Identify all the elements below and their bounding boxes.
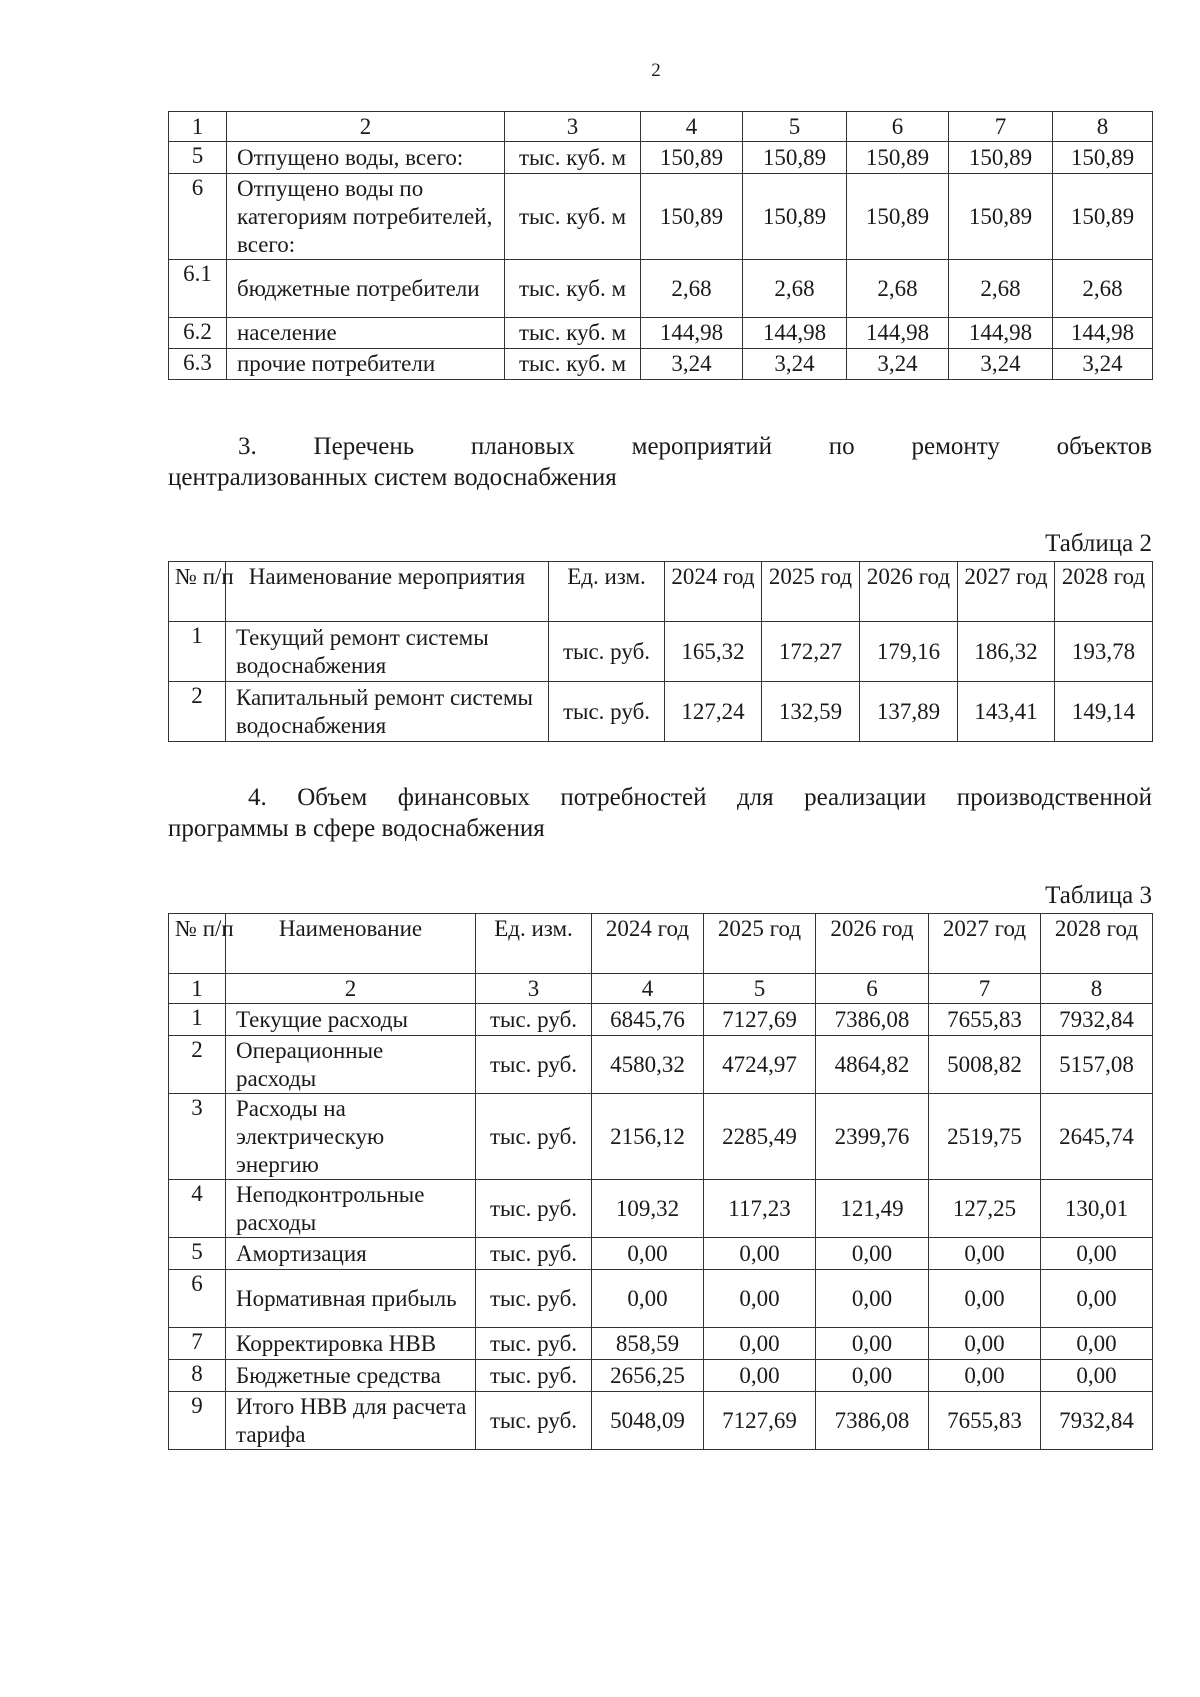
value-cell: 2,68 [743,260,847,318]
value-cell: 0,00 [704,1270,816,1328]
table-index-row [169,974,1153,1004]
value-cell: 144,98 [743,318,847,349]
value-cell: 2,68 [949,260,1053,318]
row-name-cell: Расходы на электрическую энергию [226,1094,476,1180]
value-cell: 7386,08 [816,1392,929,1450]
row-number-cell: 3 [169,1094,226,1180]
value-cell: 150,89 [641,174,743,260]
table-row [169,1004,1153,1036]
value-cell: 4724,97 [704,1036,816,1094]
value-cell: 0,00 [929,1238,1041,1270]
row-name-cell: бюджетные потребители [227,260,505,318]
row-name-cell: Текущие расходы [226,1004,476,1036]
unit-cell: тыс. руб. [476,1180,592,1238]
column-index-cell: 6 [816,974,929,1004]
value-cell: 0,00 [816,1238,929,1270]
value-cell: 127,25 [929,1180,1041,1238]
value-cell: 150,89 [949,142,1053,174]
value-cell: 0,00 [592,1270,704,1328]
row-number-cell: 8 [169,1360,226,1392]
value-cell: 5008,82 [929,1036,1041,1094]
table-row [169,260,1153,318]
unit-cell: тыс. руб. [476,1036,592,1094]
row-name-cell: Неподконтрольные расходы [226,1180,476,1238]
value-cell: 179,16 [860,622,958,682]
repair-plan-table [168,561,1153,742]
table-row [169,1392,1153,1450]
row-name-cell: Корректировка НВВ [226,1328,476,1360]
value-cell: 4864,82 [816,1036,929,1094]
row-number-cell: 9 [169,1392,226,1450]
value-cell: 2656,25 [592,1360,704,1392]
value-cell: 0,00 [929,1360,1041,1392]
value-cell: 7655,83 [929,1392,1041,1450]
value-cell: 2,68 [847,260,949,318]
header-year-cell: 2027 год [929,914,1041,974]
column-index-cell: 6 [847,112,949,142]
row-number-cell: 2 [169,1036,226,1094]
header-year-cell: 2026 год [816,914,929,974]
row-number-cell: 6 [169,1270,226,1328]
column-index-cell: 1 [169,974,226,1004]
table-row [169,1094,1153,1180]
row-number-cell: 6 [169,174,227,260]
section-3-heading [168,431,1152,493]
column-index-cell: 5 [743,112,847,142]
value-cell: 7932,84 [1041,1004,1153,1036]
table-header-row [169,562,1153,622]
value-cell: 109,32 [592,1180,704,1238]
value-cell: 2285,49 [704,1094,816,1180]
table-row [169,1328,1153,1360]
value-cell: 0,00 [704,1360,816,1392]
value-cell: 7655,83 [929,1004,1041,1036]
table-row [169,349,1153,380]
value-cell: 2,68 [641,260,743,318]
row-number-cell: 5 [169,142,227,174]
value-cell: 132,59 [762,682,860,742]
row-name-cell: Бюджетные средства [226,1360,476,1392]
value-cell: 5048,09 [592,1392,704,1450]
row-number-cell: 1 [169,1004,226,1036]
table-row [169,1180,1153,1238]
row-number-cell: 1 [169,622,226,682]
header-unit-cell: Ед. изм. [549,562,665,622]
value-cell: 150,89 [847,142,949,174]
value-cell: 0,00 [1041,1328,1153,1360]
value-cell: 5157,08 [1041,1036,1153,1094]
table-row [169,1036,1153,1094]
value-cell: 3,24 [743,349,847,380]
value-cell: 7127,69 [704,1392,816,1450]
section-4-line-1: 4. Объем финансовых потребностей для реализации производственной [248,784,1152,811]
unit-cell: тыс. куб. м [505,142,641,174]
value-cell: 121,49 [816,1180,929,1238]
row-number-cell: 6.1 [169,260,227,318]
row-number-cell: 6.3 [169,349,227,380]
table-row [169,1270,1153,1328]
value-cell: 3,24 [641,349,743,380]
row-name-cell: Отпущено воды, всего: [227,142,505,174]
column-index-cell: 8 [1041,974,1153,1004]
value-cell: 150,89 [949,174,1053,260]
row-name-cell: Амортизация [226,1238,476,1270]
financial-needs-table [168,913,1153,1450]
value-cell: 150,89 [1053,142,1153,174]
row-name-cell: прочие потребители [227,349,505,380]
value-cell: 0,00 [1041,1238,1153,1270]
header-number-cell: № п/п [169,562,226,622]
value-cell: 3,24 [847,349,949,380]
table-header-row [169,112,1153,142]
unit-cell: тыс. руб. [549,622,665,682]
value-cell: 186,32 [958,622,1055,682]
header-unit-cell: Ед. изм. [476,914,592,974]
value-cell: 144,98 [641,318,743,349]
value-cell: 2156,12 [592,1094,704,1180]
value-cell: 144,98 [949,318,1053,349]
table-2-caption: Таблица 2 [1045,530,1152,557]
row-number-cell: 6.2 [169,318,227,349]
value-cell: 150,89 [641,142,743,174]
header-year-cell: 2028 год [1055,562,1153,622]
column-index-cell: 2 [227,112,505,142]
value-cell: 6845,76 [592,1004,704,1036]
header-year-cell: 2027 год [958,562,1055,622]
section-4-heading [168,782,1152,844]
row-number-cell: 5 [169,1238,226,1270]
header-year-cell: 2025 год [704,914,816,974]
value-cell: 130,01 [1041,1180,1153,1238]
value-cell: 150,89 [743,142,847,174]
row-name-cell: Нормативная прибыль [226,1270,476,1328]
value-cell: 0,00 [816,1270,929,1328]
unit-cell: тыс. куб. м [505,349,641,380]
value-cell: 4580,32 [592,1036,704,1094]
table-row [169,318,1153,349]
page-number: 2 [651,60,661,81]
column-index-cell: 7 [949,112,1053,142]
row-name-cell: Итого НВВ для расчета тарифа [226,1392,476,1450]
table-row [169,174,1153,260]
value-cell: 144,98 [1053,318,1153,349]
table-header-row [169,914,1153,974]
value-cell: 858,59 [592,1328,704,1360]
value-cell: 143,41 [958,682,1055,742]
column-index-cell: 5 [704,974,816,1004]
value-cell: 150,89 [743,174,847,260]
table-row [169,1360,1153,1392]
section-3-line-1: 3. Перечень плановых мероприятий по ремонту объектов [238,433,1152,460]
table-row [169,682,1153,742]
value-cell: 150,89 [847,174,949,260]
section-4-line-2: программы в сфере водоснабжения [168,815,545,842]
unit-cell: тыс. руб. [549,682,665,742]
value-cell: 117,23 [704,1180,816,1238]
value-cell: 0,00 [704,1238,816,1270]
header-year-cell: 2024 год [592,914,704,974]
column-index-cell: 8 [1053,112,1153,142]
unit-cell: тыс. руб. [476,1360,592,1392]
value-cell: 127,24 [665,682,762,742]
table-3-caption: Таблица 3 [1045,882,1152,909]
section-3-line-2: централизованных систем водоснабжения [168,464,617,491]
value-cell: 137,89 [860,682,958,742]
value-cell: 0,00 [929,1270,1041,1328]
water-supply-table [168,111,1153,380]
value-cell: 3,24 [1053,349,1153,380]
value-cell: 2519,75 [929,1094,1041,1180]
row-name-cell: Текущий ремонт системы водоснабжения [226,622,549,682]
header-year-cell: 2026 год [860,562,958,622]
header-year-cell: 2025 год [762,562,860,622]
row-name-cell: Капитальный ремонт системы водоснабжения [226,682,549,742]
row-number-cell: 2 [169,682,226,742]
row-name-cell: Операционные расходы [226,1036,476,1094]
row-number-cell: 4 [169,1180,226,1238]
value-cell: 165,32 [665,622,762,682]
value-cell: 0,00 [1041,1270,1153,1328]
value-cell: 7386,08 [816,1004,929,1036]
value-cell: 172,27 [762,622,860,682]
column-index-cell: 4 [641,112,743,142]
header-name-cell: Наименование мероприятия [226,562,549,622]
value-cell: 0,00 [704,1328,816,1360]
value-cell: 144,98 [847,318,949,349]
value-cell: 0,00 [929,1328,1041,1360]
table-row [169,1238,1153,1270]
table-row [169,622,1153,682]
unit-cell: тыс. руб. [476,1238,592,1270]
column-index-cell: 7 [929,974,1041,1004]
value-cell: 150,89 [1053,174,1153,260]
header-year-cell: 2024 год [665,562,762,622]
column-index-cell: 4 [592,974,704,1004]
row-number-cell: 7 [169,1328,226,1360]
value-cell: 2645,74 [1041,1094,1153,1180]
column-index-cell: 3 [505,112,641,142]
unit-cell: тыс. руб. [476,1270,592,1328]
value-cell: 2,68 [1053,260,1153,318]
header-name-cell: Наименование [226,914,476,974]
table-row [169,142,1153,174]
value-cell: 0,00 [816,1328,929,1360]
value-cell: 3,24 [949,349,1053,380]
column-index-cell: 3 [476,974,592,1004]
unit-cell: тыс. куб. м [505,318,641,349]
value-cell: 2399,76 [816,1094,929,1180]
unit-cell: тыс. руб. [476,1004,592,1036]
row-name-cell: Отпущено воды по категориям потребителей, всего: [227,174,505,260]
row-name-cell: население [227,318,505,349]
unit-cell: тыс. руб. [476,1392,592,1450]
unit-cell: тыс. руб. [476,1094,592,1180]
column-index-cell: 2 [226,974,476,1004]
value-cell: 7127,69 [704,1004,816,1036]
value-cell: 0,00 [592,1238,704,1270]
value-cell: 0,00 [816,1360,929,1392]
column-index-cell: 1 [169,112,227,142]
unit-cell: тыс. куб. м [505,174,641,260]
header-year-cell: 2028 год [1041,914,1153,974]
unit-cell: тыс. руб. [476,1328,592,1360]
value-cell: 7932,84 [1041,1392,1153,1450]
value-cell: 149,14 [1055,682,1153,742]
unit-cell: тыс. куб. м [505,260,641,318]
value-cell: 193,78 [1055,622,1153,682]
value-cell: 0,00 [1041,1360,1153,1392]
header-number-cell: № п/п [169,914,226,974]
